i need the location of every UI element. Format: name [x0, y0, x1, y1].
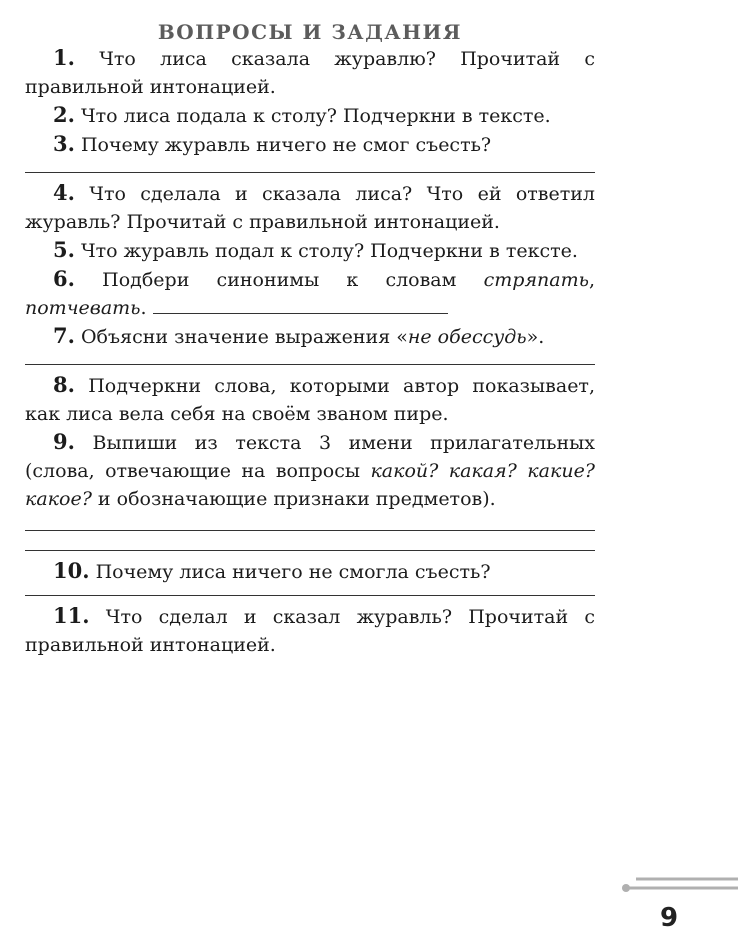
questions-list: [25, 44, 595, 659]
question-2: [25, 101, 595, 130]
answer-blank[interactable]: [153, 297, 448, 314]
question-1: [25, 44, 595, 101]
question-text-end: и обозначающие признаки предметов).: [91, 488, 496, 510]
comma: ,: [588, 269, 595, 291]
answer-line[interactable]: [25, 351, 595, 365]
page-number: 9: [660, 903, 679, 933]
question-10: [25, 557, 595, 586]
section-heading: ВОПРОСЫ И ЗАДАНИЯ: [157, 20, 463, 44]
question-6: [25, 265, 595, 322]
question-number: 3 .: [53, 131, 75, 156]
answer-line[interactable]: [25, 586, 595, 596]
question-number: 11 .: [53, 603, 90, 628]
question-text: Что лиса сказала журавлю? Прочитай с правильной интонацией.: [25, 48, 596, 98]
answer-line[interactable]: [25, 513, 595, 531]
question-text: Что сделала и сказала лиса? Что ей ответил журавль? Прочитай с правильной интонацией.: [25, 183, 595, 233]
question-number: 1 .: [53, 45, 75, 70]
question-number: 5 .: [53, 237, 75, 262]
question-3: [25, 130, 595, 159]
question-5: [25, 236, 595, 265]
question-text: Почему лиса ничего не смогла съесть?: [95, 561, 491, 583]
answer-line[interactable]: [25, 537, 595, 551]
question-text: Подбери синонимы к словам: [102, 269, 484, 291]
question-number: 7 .: [53, 323, 75, 348]
synonym-word-2: потчевать: [25, 297, 141, 319]
question-text: Почему журавль ничего не смог съесть?: [80, 134, 492, 156]
question-text: Что лиса подала к столу? Подчеркни в тексте.: [80, 105, 551, 127]
question-text: Что сделал и сказал журавль? Прочитай с правильной интонацией.: [25, 606, 595, 656]
italic-questions: какой? какая? какие? какое?: [25, 460, 595, 510]
question-text: Выпиши из текста 3 имени прилагательных (слова, отвечающие на вопросы: [25, 432, 595, 482]
question-number: 9 .: [53, 429, 75, 454]
question-text: Подчеркни слова, которыми автор показывает, как лиса вела себя на своём званом пире.: [25, 375, 595, 425]
expression: не обессудь: [407, 326, 527, 348]
question-number: 8 .: [53, 372, 75, 397]
question-number: 6 .: [53, 266, 75, 291]
question-4: [25, 179, 595, 236]
question-9: [25, 428, 595, 513]
answer-line[interactable]: [25, 159, 595, 173]
question-text: Что журавль подал к столу? Подчеркни в тексте.: [80, 240, 578, 262]
question-text-end: ».: [526, 326, 545, 348]
question-number: 4 .: [53, 180, 75, 205]
synonym-word-1: стряпать: [483, 269, 589, 291]
question-number: 2 .: [53, 102, 75, 127]
period: .: [140, 297, 147, 319]
question-11: [25, 602, 595, 659]
question-8: [25, 371, 595, 428]
question-number: 10 .: [53, 558, 90, 583]
question-text: Объясни значение выражения «: [80, 326, 408, 348]
page-corner-decoration: [618, 868, 738, 898]
question-7: [25, 322, 595, 351]
